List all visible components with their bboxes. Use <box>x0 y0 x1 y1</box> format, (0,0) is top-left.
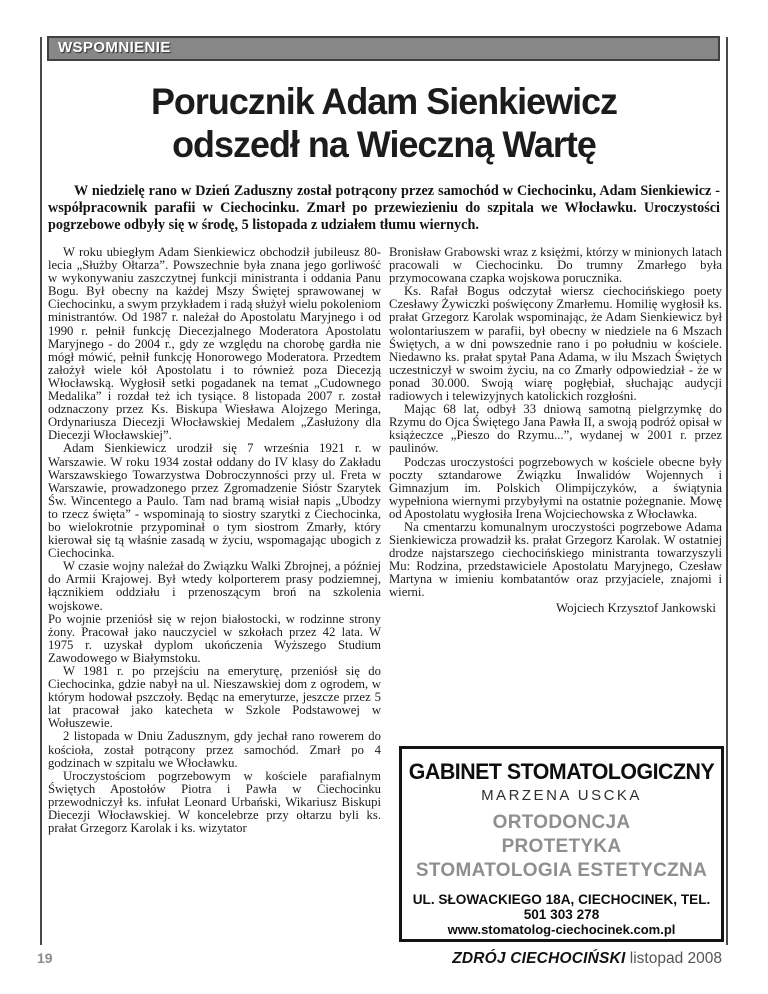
left-margin-rule <box>40 37 42 945</box>
right-column-paragraphs <box>389 246 722 600</box>
article-paragraph: Bronisław Grabowski wraz z księżmi, którzy w minionych latach pracowali w Ciechocinku. Do trumny Zmarłego była przymocowana czapka wojskowa porucznika. <box>389 245 722 286</box>
ad-title: GABINET STOMATOLOGICZNY <box>408 759 715 784</box>
ad-address: UL. SŁOWACKIEGO 18A, CIECHOCINEK, TEL. 501 303 278 <box>412 892 711 922</box>
article-paragraph: Na cmentarzu komunalnym uroczystości pogrzebowe Adama Sienkiewicza prowadził ks. prałat Grzegorz Karolak. W ostatniej drodze najstarszego ciechocińskiego ministranta towarzyszyli Mu: Rodzina, przedstawiciele Apostolatu Maryjnego, Czesław Martyna w imieniu kombatantów oraz przyjaciele, znajomi i wierni. <box>389 519 722 600</box>
article-paragraph: W czasie wojny należał do Związku Walki Zbrojnej, a później do Armii Krajowej. Był wtedy kolporterem prasy podziemnej, łącznikiem oddziału i przenoszącym broń na szkolenia wojskowe. <box>48 559 381 613</box>
right-margin-rule <box>726 37 728 945</box>
right-column <box>389 246 722 615</box>
article-paragraph: Ks. Rafał Bogus odczytał wiersz ciechocińskiego poety Czesławy Żywiczki poświęcony Zmarłemu. Homilię wygłosił ks. prałat Grzegorz Karolak wspominając, że Adam Sienkiewicz był wolontariuszem w parafii, był obecny w niedziele na 6 Mszach Świętych, a w dni powszednie rano i po południu w kościele. Niedawno ks. prałat spytał Pana Adama, w ilu Mszach Świętych uczestniczył w swoim życiu, na co Zmarły odpowiedział - że w ponad 30.000. Swoją wiarę pogłębiał, słuchając audycji radiowych i telewizyjnych katolickich rozgłośni. <box>389 284 722 404</box>
ad-services-list <box>402 811 721 883</box>
article-title <box>58 80 710 166</box>
ad-service-item: STOMATOLOGIA ESTETYCZNA <box>415 860 708 881</box>
article-paragraph: Uroczystościom pogrzebowym w kościele parafialnym Świętych Apostołów Piotra i Pawła w Ciechocinku przewodniczył ks. infułat Leonard Urbański, Wikariusz Biskupi Diecezji Włocławskiej. W koncelebrze przy ołtarzu byli ks. prałat Grzegorz Karolak i ks. wizytator <box>48 768 381 836</box>
article-paragraph: Po wojnie przeniósł się w rejon białostocki, w rodzinne strony żony. Pracował jako nauczyciel w szkołach przez 42 lata. W 1975 r. uzyskał dyplom ukończenia Wyższego Studium Zawodowego w Białymstoku. <box>48 611 381 665</box>
article-paragraph: W roku ubiegłym Adam Sienkiewicz obchodził jubileusz 80-lecia „Służby Ołtarza”. Powszechnie była znana jego gorliwość w wykonywaniu zaszczytnej funkcji ministranta i oddania Panu Bogu. Był obecny na każdej Mszy Świętej sprawowanej w Ciechocinku, a swym przykładem i radą służył wielu pokoleniom ministrantów. Od 1987 r. należał do Apostolatu Maryjnego i od 1990 r. pełnił funkcję Diecezjalnego Moderatora Apostolatu Maryjnego - do 2004 r., gdy ze względu na chorobę gardła nie mógł mówić, pełnił funkcję Honorowego Moderatora. Przedtem założył wiele kół Apostolatu i to również poza Diecezją Włocławską. Wygłosił setki pogadanek na temat „Cudownego Medalika” i rozdał też ich tysiące. 8 listopada 2007 r. został odznaczony przez Ks. Biskupa Wiesława Alojzego Meringa, Ordynariusza Diecezji Włocławskiej Medalem „Zasłużony dla Diecezji Włocławskiej”. <box>48 245 381 443</box>
page-number: 19 <box>37 950 53 966</box>
ad-service-item: PROTETYKA <box>501 836 622 857</box>
article-title-line2: odszedł na Wieczną Wartę <box>172 124 596 165</box>
article-author-signature: Wojciech Krzysztof Jankowski <box>555 600 716 615</box>
ad-website: www.stomatolog-ciechocinek.com.pl <box>447 922 676 937</box>
article-lead: W niedzielę rano w Dzień Zaduszny został potrącony przez samochód w Ciechocinku, Adam Sienkiewicz - współpracownik parafii w Ciechocinku. Zmarł po przewiezieniu do szpitala we Włocławku. Uroczystości pogrzebowe odbyły się w środę, 5 listopada z udziałem tłumu wiernych. <box>48 183 720 233</box>
article-title-line1: Porucznik Adam Sienkiewicz <box>150 81 618 122</box>
ad-doctor-name: MARZENA USCKA <box>481 787 642 804</box>
article-paragraph: 2 listopada w Dniu Zadusznym, gdy jechał rano rowerem do kościoła, został potrącony przez samochód. Zmarł po 4 godzinach w szpitalu we Włocławku. <box>48 729 381 770</box>
ad-service-item: ORTODONCJA <box>492 812 631 833</box>
article-paragraph: Adam Sienkiewicz urodził się 7 września 1921 r. w Warszawie. W roku 1934 został oddany do IV klasy do Zakładu Warszawskiego Towarzystwa Dobroczynności przy ul. Freta w Warszawie, prowadzonego przez Zgromadzenie Sióstr Szarytek Św. Wincentego a Paulo. Tam nad bramą wisiał napis „Ubodzy to rzecz święta” - wspominają to siostry szarytki z Ciechocinka, bo wielokrotnie przypominał o tym siostrom Zmarły, który kierował się tą właśnie zasadą w życiu, wspomagając ubogich z Ciechocinka. <box>48 441 381 561</box>
article-paragraph: W 1981 r. po przejściu na emeryturę, przeniósł się do Ciechocinka, gdzie nabył na ul. Nieszawskiej dom z ogrodem, w którym hodował pszczoły. Będąc na emeryturze, jeszcze przez 5 lat pracował jako katecheta w Szkole Podstawowej w Wołuszewie. <box>48 664 381 731</box>
left-column <box>48 246 381 835</box>
ad-email <box>402 938 721 942</box>
issue-date: listopad 2008 <box>625 950 722 967</box>
section-label: WSPOMNIENIE <box>58 39 171 56</box>
dental-ad <box>399 746 724 942</box>
section-header-bar <box>47 36 720 61</box>
article-paragraph: Mając 68 lat, odbył 33 dniową samotną pielgrzymkę do Rzymu do Ojca Świętego Jana Pawła II, a swoją podróż opisał w książeczce „Pieszo do Rzymu...”, wydanej w 2001 r. przez paulinów. <box>389 402 722 456</box>
magazine-footer <box>452 950 722 968</box>
article-paragraph: Podczas uroczystości pogrzebowych w kościele obecne były poczty sztandarowe Związku Inwalidów Wojennych i Gimnazjum im. Polskich Olimpijczyków, a świątynia wypełniona wiernymi przybyłymi na ostatnie pożegnanie. Mowę od Apostolatu wygłosiła Irena Wojciechowska z Włocławka. <box>389 454 722 521</box>
magazine-name: ZDRÓJ CIECHOCIŃSKI <box>452 950 626 967</box>
